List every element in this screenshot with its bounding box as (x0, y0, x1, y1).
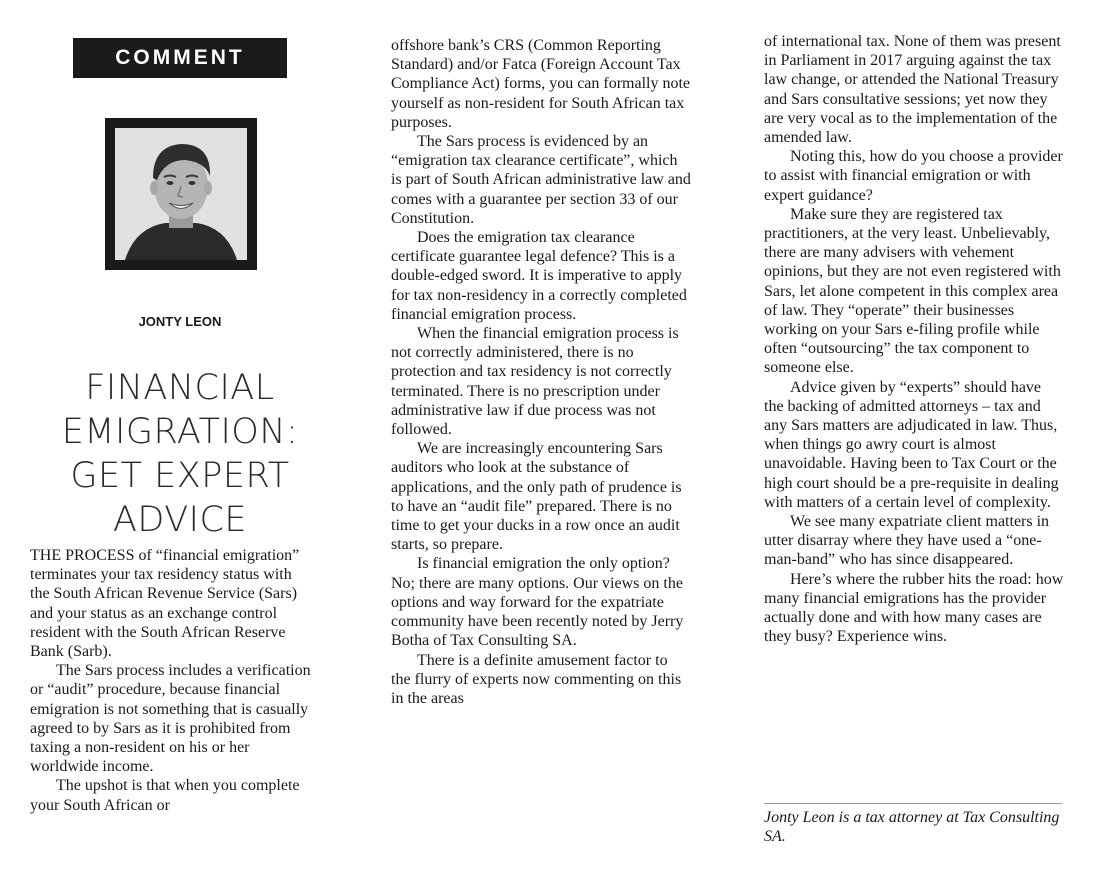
section-label-comment: COMMENT (73, 38, 287, 78)
paragraph: Here’s where the rubber hits the road: how many financial emigrations has the provider actually done and with how many cases are they busy? Experience wins. (764, 570, 1064, 646)
paragraph: There is a definite amusement factor to the flurry of experts now commenting on this in the areas (391, 651, 682, 707)
paragraph: The Sars process is evidenced by an “emigration tax clearance certificate”, which is part of South African administrative law and comes with a guarantee per section 33 of our Constitution. (391, 133, 691, 227)
paragraph: THE PROCESS of “financial emigration” terminates your tax residency status with the South African Revenue Service (Sars) and your status as an exchange control resident with the South African Reserve Bank (Sarb). (30, 547, 300, 661)
article-column-1 (30, 546, 315, 864)
article-column-3 (764, 32, 1064, 792)
byline-divider (764, 803, 1062, 804)
paragraph: When the financial emigration process is not correctly administered, there is no protection and tax residency is not correctly terminated. There is no prescription under administrative law if due process was not followed. (391, 325, 679, 439)
paragraph: Make sure they are registered tax practitioners, at the very least. Unbelievably, there are many advisers with vehement opinions, but they are not even registered with Sars, let alone competent in this complex area of law. They “operate” their businesses working on your Sars e-filing profile while often “outsourcing” the tax component to someone else. (764, 205, 1061, 377)
author-byline: Jonty Leon is a tax attorney at Tax Consulting SA. (764, 809, 1060, 846)
author-name: JONTY LEON (138, 314, 222, 329)
paragraph: The Sars process includes a verification or “audit” procedure, because financial emigration is not something that is casually agreed to by Sars as it is prohibited from taxing a non-resident on his or her worldwide income. (30, 662, 311, 776)
author-portrait-photo-icon (115, 128, 247, 260)
paragraph: We are increasingly encountering Sars auditors who look at the substance of applications, and the only path of prudence is to have an “audit file” prepared. There is no time to get your ducks in a row once an audit starts, so prepare. (391, 440, 682, 554)
paragraph: Is financial emigration the only option? No; there are many options. Our views on the options and way forward for the expatriate community have been recently noted by Jerry Botha of Tax Consulting SA. (391, 555, 684, 650)
paragraph: Does the emigration tax clearance certificate guarantee legal defence? This is a double-edged sword. It is imperative to apply for tax non-residency in a correctly completed financial emigration process. (391, 229, 687, 323)
paragraph: We see many expatriate client matters in utter disarray where they have used a “one-man-band” who has since disappeared. (764, 513, 1050, 569)
paragraph: of international tax. None of them was present in Parliament in 2017 arguing against the tax law change, or attended the National Treasury and Sars consultative sessions; yet now they are very vocal as to the implementation of the amended law. (764, 33, 1061, 147)
paragraph: Noting this, how do you choose a provider to assist with financial emigration or with expert guidance? (764, 148, 1063, 204)
article-headline: FINANCIAL EMIGRATION: GET EXPERT ADVICE (61, 368, 299, 540)
paragraph: offshore bank’s CRS (Common Reporting Standard) and/or Fatca (Foreign Account Tax Compliance Act) forms, you can formally note yourself as non-resident for South African tax purposes. (391, 37, 691, 131)
author-portrait (105, 118, 257, 270)
article-column-2 (391, 36, 691, 858)
paragraph: The upshot is that when you complete your South African or (30, 777, 300, 814)
paragraph: Advice given by “experts” should have the backing of admitted attorneys – tax and any Sars matters are adjudicated in law. Thus, when things go awry court is almost unavoidable. Having been to Tax Court or the high court should be a pre-requisite in dealing with matters of a certain level of complexity. (764, 378, 1059, 511)
